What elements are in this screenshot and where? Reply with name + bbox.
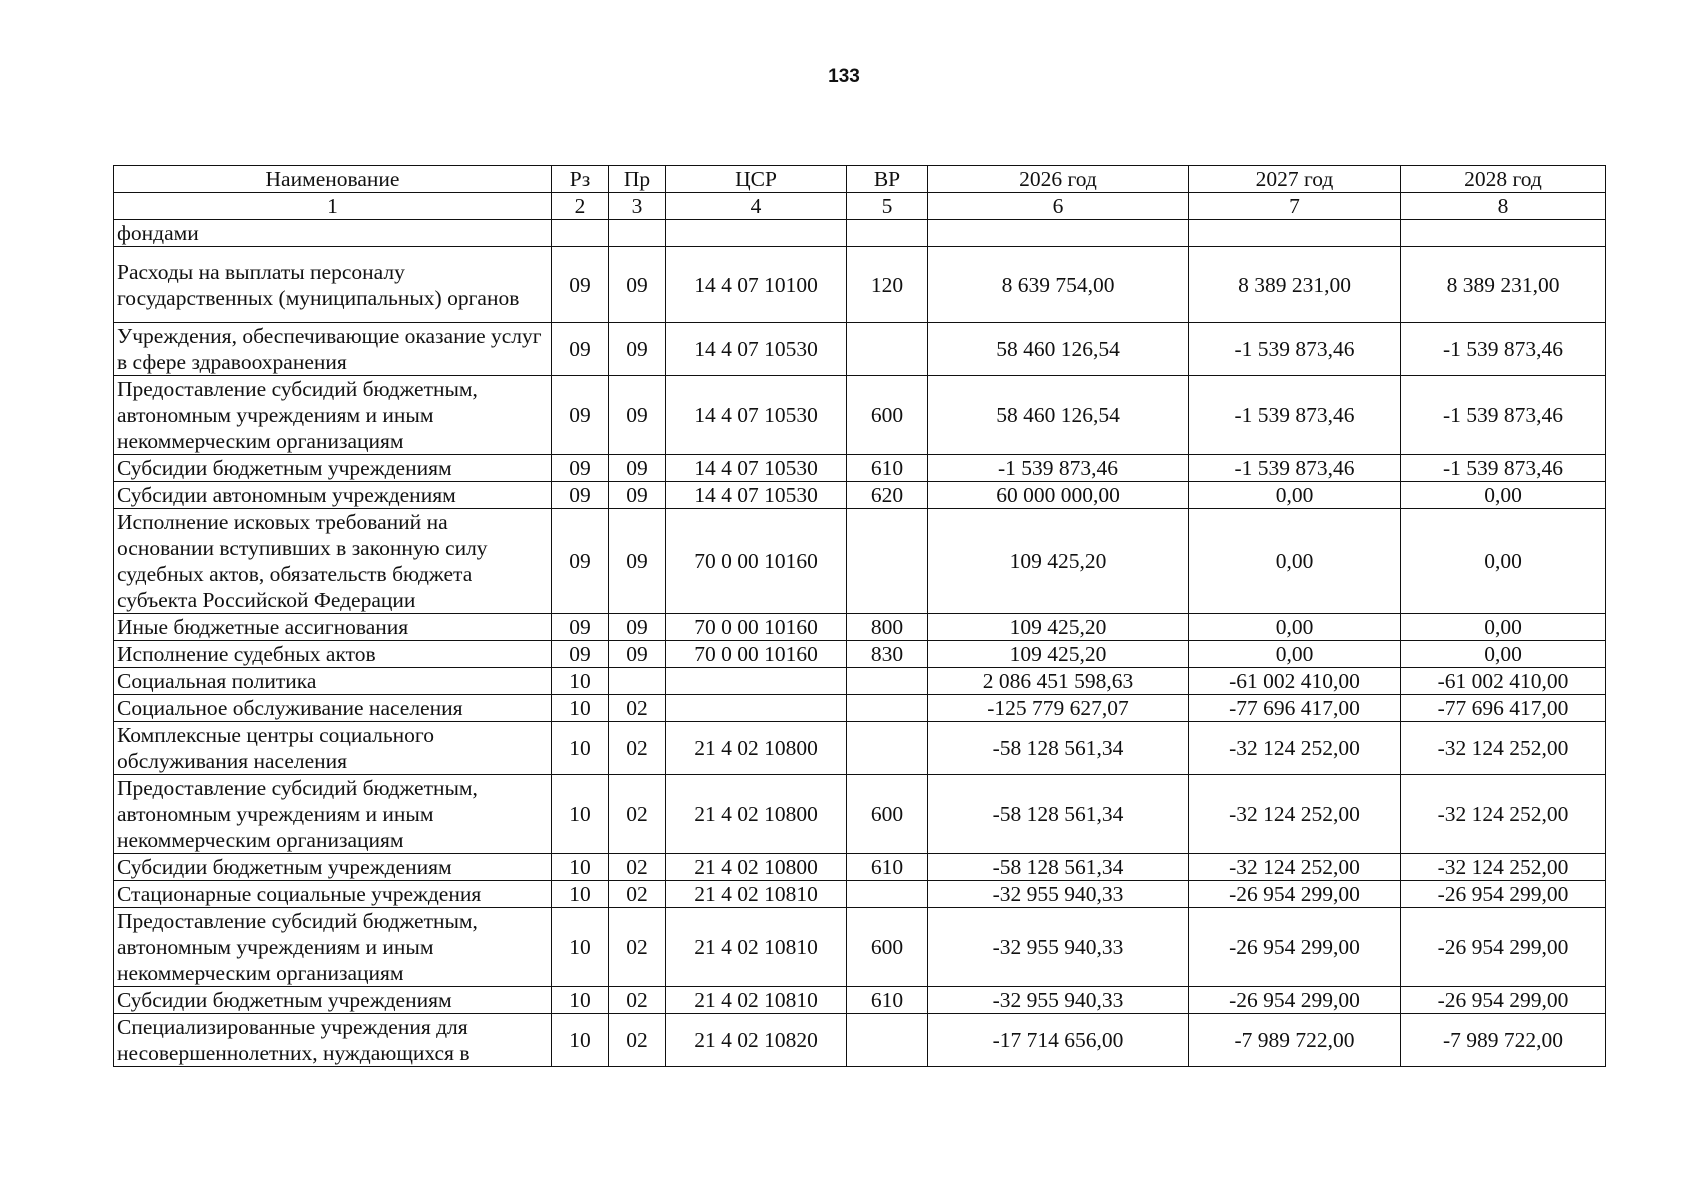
cell-y2026: 8 639 754,00 (928, 247, 1189, 323)
table-row (114, 455, 1606, 482)
cell-pr (609, 668, 666, 695)
cell-pr: 09 (609, 641, 666, 668)
cell-pr: 02 (609, 775, 666, 854)
cell-y2028: -32 124 252,00 (1401, 775, 1606, 854)
cell-y2026: 109 425,20 (928, 509, 1189, 614)
table-row (114, 482, 1606, 509)
cell-vr: 600 (847, 376, 928, 455)
cell-rz: 10 (552, 908, 609, 987)
cell-rz: 10 (552, 881, 609, 908)
cell-csr: 14 4 07 10530 (666, 482, 847, 509)
table-row (114, 987, 1606, 1014)
cell-vr: 610 (847, 987, 928, 1014)
cell-pr: 09 (609, 509, 666, 614)
cell-pr: 02 (609, 854, 666, 881)
cell-y2026: 60 000 000,00 (928, 482, 1189, 509)
cell-csr: 21 4 02 10810 (666, 908, 847, 987)
cell-y2028: 0,00 (1401, 482, 1606, 509)
cell-rz: 10 (552, 722, 609, 775)
cell-name: Социальное обслуживание населения (114, 695, 552, 722)
cell-y2027: -26 954 299,00 (1189, 908, 1401, 987)
cell-vr: 5 (847, 193, 928, 220)
cell-y2027: -32 124 252,00 (1189, 854, 1401, 881)
table-row (114, 641, 1606, 668)
cell-y2028: -1 539 873,46 (1401, 455, 1606, 482)
cell-vr: ВР (847, 166, 928, 193)
cell-y2027: -32 124 252,00 (1189, 722, 1401, 775)
cell-rz: 09 (552, 323, 609, 376)
cell-y2026: 2026 год (928, 166, 1189, 193)
cell-name: Предоставление субсидий бюджетным, автономным учреждениям и иным некоммерческим организациям (114, 376, 552, 455)
cell-y2028 (1401, 220, 1606, 247)
cell-csr: 21 4 02 10810 (666, 987, 847, 1014)
cell-name: Стационарные социальные учреждения (114, 881, 552, 908)
cell-y2027: 0,00 (1189, 482, 1401, 509)
table-row (114, 668, 1606, 695)
cell-name: Предоставление субсидий бюджетным, автономным учреждениям и иным некоммерческим организациям (114, 775, 552, 854)
column-number-row (114, 193, 1606, 220)
cell-csr: 14 4 07 10530 (666, 323, 847, 376)
cell-rz (552, 220, 609, 247)
cell-y2027: -26 954 299,00 (1189, 881, 1401, 908)
cell-y2028: -26 954 299,00 (1401, 908, 1606, 987)
cell-pr: 09 (609, 323, 666, 376)
cell-name: Исполнение исковых требований на основании вступивших в законную силу судебных актов, обязательств бюджета субъекта Российской Федерации (114, 509, 552, 614)
cell-y2026: 109 425,20 (928, 614, 1189, 641)
cell-csr (666, 668, 847, 695)
cell-name: Учреждения, обеспечивающие оказание услуг в сфере здравоохранения (114, 323, 552, 376)
cell-y2026: 58 460 126,54 (928, 323, 1189, 376)
cell-rz: 09 (552, 509, 609, 614)
cell-y2027: -7 989 722,00 (1189, 1014, 1401, 1067)
cell-name: Субсидии бюджетным учреждениям (114, 854, 552, 881)
cell-vr: 800 (847, 614, 928, 641)
cell-y2027: 0,00 (1189, 641, 1401, 668)
cell-y2028: 8 (1401, 193, 1606, 220)
cell-y2027: -77 696 417,00 (1189, 695, 1401, 722)
cell-y2028: -26 954 299,00 (1401, 987, 1606, 1014)
cell-y2028: 0,00 (1401, 509, 1606, 614)
table-row (114, 509, 1606, 614)
cell-y2026: -1 539 873,46 (928, 455, 1189, 482)
cell-name: Субсидии бюджетным учреждениям (114, 455, 552, 482)
cell-y2028: 0,00 (1401, 641, 1606, 668)
table-row (114, 220, 1606, 247)
table-row (114, 376, 1606, 455)
cell-rz: 2 (552, 193, 609, 220)
cell-name: фондами (114, 220, 552, 247)
table-row (114, 614, 1606, 641)
cell-csr (666, 695, 847, 722)
cell-name: Иные бюджетные ассигнования (114, 614, 552, 641)
cell-name: Предоставление субсидий бюджетным, автономным учреждениям и иным некоммерческим организациям (114, 908, 552, 987)
cell-pr: Пр (609, 166, 666, 193)
budget-table (113, 165, 1606, 1067)
cell-vr: 620 (847, 482, 928, 509)
cell-y2028: -32 124 252,00 (1401, 722, 1606, 775)
cell-csr: 21 4 02 10800 (666, 722, 847, 775)
cell-rz: 10 (552, 695, 609, 722)
cell-vr (847, 1014, 928, 1067)
cell-pr: 09 (609, 482, 666, 509)
cell-name: Комплексные центры социального обслуживания населения (114, 722, 552, 775)
cell-y2028: -7 989 722,00 (1401, 1014, 1606, 1067)
cell-name: 1 (114, 193, 552, 220)
cell-y2026: -125 779 627,07 (928, 695, 1189, 722)
page-number: 133 (828, 66, 860, 87)
cell-csr: 21 4 02 10820 (666, 1014, 847, 1067)
cell-y2026: -32 955 940,33 (928, 908, 1189, 987)
cell-y2028: -1 539 873,46 (1401, 376, 1606, 455)
cell-y2027: -1 539 873,46 (1189, 376, 1401, 455)
cell-vr (847, 881, 928, 908)
table-row (114, 722, 1606, 775)
cell-name: Наименование (114, 166, 552, 193)
cell-y2027: -1 539 873,46 (1189, 323, 1401, 376)
header-row (114, 166, 1606, 193)
table-row (114, 775, 1606, 854)
cell-vr: 600 (847, 775, 928, 854)
cell-vr (847, 323, 928, 376)
cell-y2026: -58 128 561,34 (928, 722, 1189, 775)
cell-y2026: -17 714 656,00 (928, 1014, 1189, 1067)
cell-csr: 14 4 07 10530 (666, 455, 847, 482)
cell-csr: 70 0 00 10160 (666, 509, 847, 614)
cell-pr: 09 (609, 376, 666, 455)
cell-csr: 21 4 02 10810 (666, 881, 847, 908)
table-row (114, 323, 1606, 376)
cell-csr: 21 4 02 10800 (666, 775, 847, 854)
cell-pr: 02 (609, 908, 666, 987)
cell-vr: 600 (847, 908, 928, 987)
cell-pr (609, 220, 666, 247)
cell-pr: 02 (609, 695, 666, 722)
cell-y2027: 0,00 (1189, 614, 1401, 641)
cell-rz: 09 (552, 455, 609, 482)
cell-y2028: -32 124 252,00 (1401, 854, 1606, 881)
cell-y2026: 6 (928, 193, 1189, 220)
cell-vr: 120 (847, 247, 928, 323)
cell-y2026: -32 955 940,33 (928, 881, 1189, 908)
table-row (114, 1014, 1606, 1067)
cell-y2026: -58 128 561,34 (928, 775, 1189, 854)
cell-y2026: -32 955 940,33 (928, 987, 1189, 1014)
cell-csr: 14 4 07 10530 (666, 376, 847, 455)
cell-csr: 14 4 07 10100 (666, 247, 847, 323)
cell-rz: 09 (552, 482, 609, 509)
cell-rz: 10 (552, 775, 609, 854)
cell-y2028: -61 002 410,00 (1401, 668, 1606, 695)
cell-y2028: -26 954 299,00 (1401, 881, 1606, 908)
cell-y2027: 2027 год (1189, 166, 1401, 193)
cell-rz: 09 (552, 247, 609, 323)
cell-csr (666, 220, 847, 247)
cell-name: Субсидии бюджетным учреждениям (114, 987, 552, 1014)
cell-vr (847, 509, 928, 614)
cell-y2026: 58 460 126,54 (928, 376, 1189, 455)
cell-pr: 02 (609, 987, 666, 1014)
cell-csr: 4 (666, 193, 847, 220)
cell-vr: 610 (847, 854, 928, 881)
cell-pr: 02 (609, 881, 666, 908)
cell-pr: 09 (609, 614, 666, 641)
table-row (114, 908, 1606, 987)
cell-rz: 10 (552, 1014, 609, 1067)
cell-rz: 10 (552, 668, 609, 695)
cell-y2027: -32 124 252,00 (1189, 775, 1401, 854)
cell-y2027: -1 539 873,46 (1189, 455, 1401, 482)
cell-y2028: 2028 год (1401, 166, 1606, 193)
table-row (114, 881, 1606, 908)
cell-y2028: -1 539 873,46 (1401, 323, 1606, 376)
cell-name: Специализированные учреждения для несовершеннолетних, нуждающихся в (114, 1014, 552, 1067)
cell-y2028: -77 696 417,00 (1401, 695, 1606, 722)
cell-vr (847, 695, 928, 722)
cell-y2026: 2 086 451 598,63 (928, 668, 1189, 695)
cell-y2027: -61 002 410,00 (1189, 668, 1401, 695)
table-row (114, 247, 1606, 323)
cell-y2026: -58 128 561,34 (928, 854, 1189, 881)
cell-vr: 830 (847, 641, 928, 668)
cell-pr: 09 (609, 455, 666, 482)
cell-name: Исполнение судебных актов (114, 641, 552, 668)
cell-csr: 70 0 00 10160 (666, 614, 847, 641)
cell-vr (847, 722, 928, 775)
cell-name: Социальная политика (114, 668, 552, 695)
cell-rz: 09 (552, 641, 609, 668)
cell-name: Субсидии автономным учреждениям (114, 482, 552, 509)
cell-y2028: 0,00 (1401, 614, 1606, 641)
cell-pr: 3 (609, 193, 666, 220)
cell-rz: 10 (552, 854, 609, 881)
cell-csr: 70 0 00 10160 (666, 641, 847, 668)
cell-y2028: 8 389 231,00 (1401, 247, 1606, 323)
cell-csr: ЦСР (666, 166, 847, 193)
cell-pr: 02 (609, 1014, 666, 1067)
cell-csr: 21 4 02 10800 (666, 854, 847, 881)
cell-rz: 10 (552, 987, 609, 1014)
cell-vr: 610 (847, 455, 928, 482)
table-row (114, 695, 1606, 722)
cell-y2027: 7 (1189, 193, 1401, 220)
cell-y2026 (928, 220, 1189, 247)
cell-pr: 02 (609, 722, 666, 775)
cell-vr (847, 220, 928, 247)
table-row (114, 854, 1606, 881)
cell-y2027: 8 389 231,00 (1189, 247, 1401, 323)
cell-name: Расходы на выплаты персоналу государственных (муниципальных) органов (114, 247, 552, 323)
cell-rz: 09 (552, 614, 609, 641)
cell-rz: 09 (552, 376, 609, 455)
cell-rz: Рз (552, 166, 609, 193)
cell-y2026: 109 425,20 (928, 641, 1189, 668)
cell-y2027: 0,00 (1189, 509, 1401, 614)
cell-y2027 (1189, 220, 1401, 247)
cell-pr: 09 (609, 247, 666, 323)
cell-y2027: -26 954 299,00 (1189, 987, 1401, 1014)
cell-vr (847, 668, 928, 695)
